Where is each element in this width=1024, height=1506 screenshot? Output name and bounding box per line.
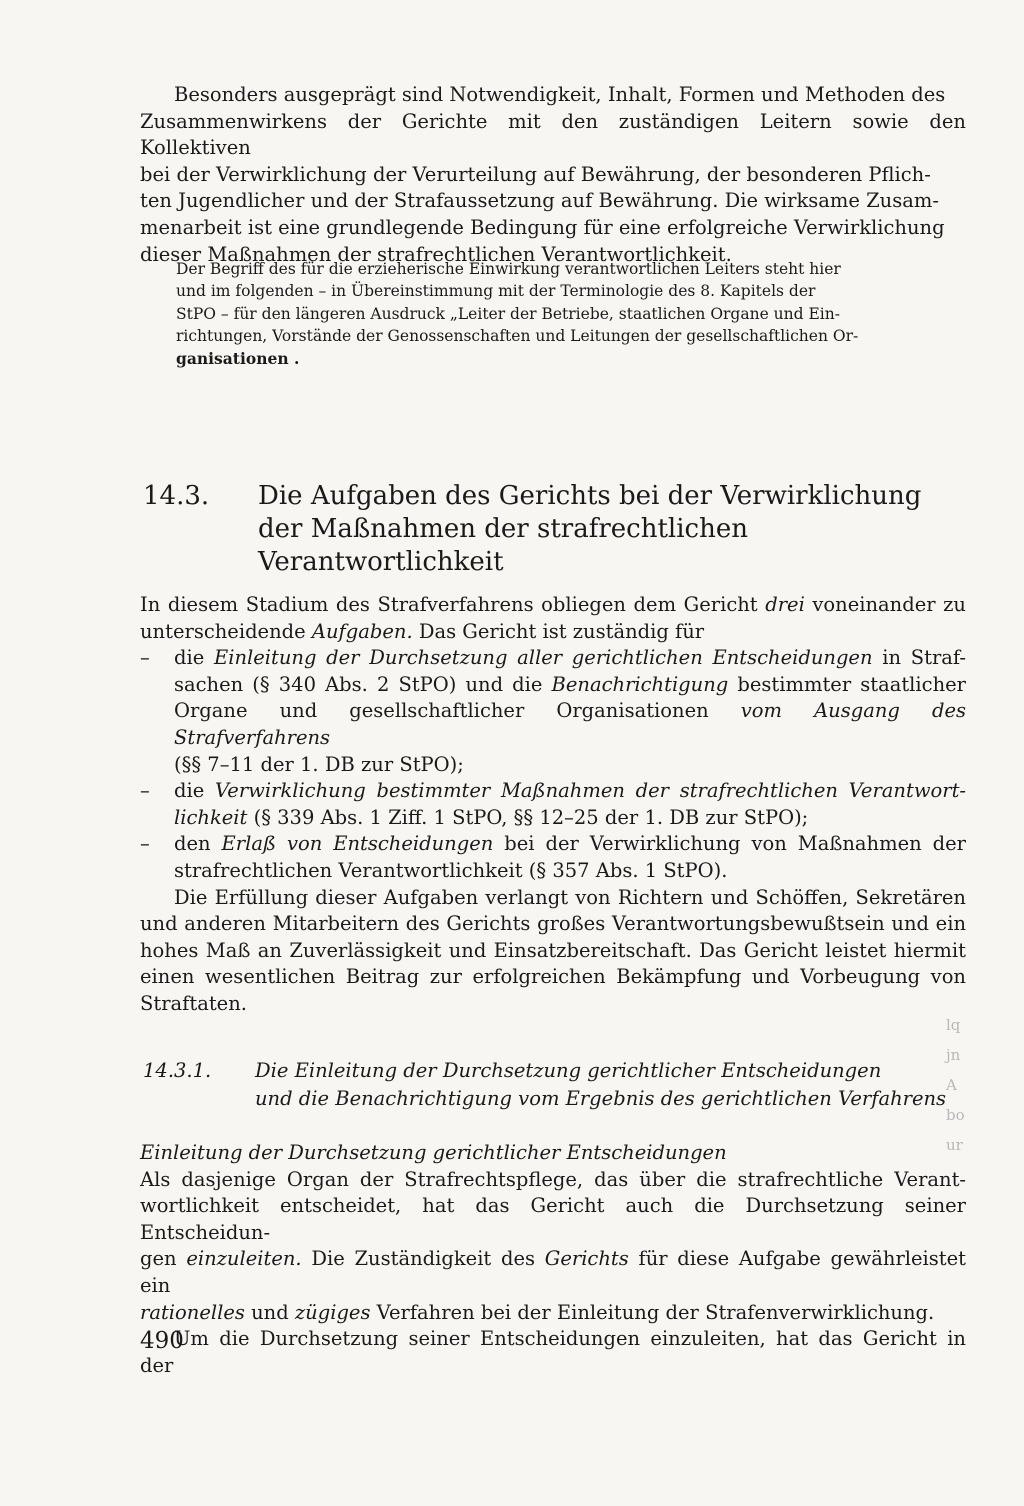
text-line <box>174 672 966 699</box>
text-line: menarbeit ist eine grundlegende Bedingung für eine erfolgreiche Verwirklichung <box>140 215 945 239</box>
list-item <box>140 778 966 831</box>
paragraph-initiation <box>140 1140 966 1379</box>
section-title-line: Die Aufgaben des Gerichts bei der Verwirklichung <box>258 481 922 511</box>
note-line: StPO – für den längeren Ausdruck „Leiter der Betriebe, staatlichen Organe und Ein- <box>176 304 840 323</box>
text-span: Organe und gesellschaftlicher Organisationen <box>174 699 741 723</box>
margin-fragment: lq <box>946 1016 961 1034</box>
paragraph-tasks <box>140 592 966 1018</box>
text-line: (§§ 7–11 der 1. DB zur StPO); <box>174 752 464 776</box>
text-span: Die Zuständigkeit des <box>301 1247 545 1271</box>
section-number: 14.3. <box>143 481 210 511</box>
text-span: in Straf- <box>872 646 966 670</box>
text-line: Als dasjenige Organ der Strafrechtspflege, das über die strafrechtliche Verant- <box>140 1167 966 1191</box>
text-line: dieser Maßnahmen der strafrechtlichen Verantwortlichkeit. <box>140 242 732 266</box>
emphasis: Benachrichtigung <box>551 672 729 696</box>
section-title <box>258 480 963 579</box>
subsection-title <box>255 1057 967 1113</box>
text-span: und <box>244 1300 295 1324</box>
emphasis: vom Ausgang des Strafverfahrens <box>174 699 966 749</box>
emphasis: lichkeit <box>174 805 248 829</box>
text-span: sachen (§ 340 Abs. 2 StPO) und die <box>174 672 552 696</box>
emphasis: einzuleiten. <box>186 1247 302 1271</box>
text-line: Straftaten. <box>140 991 247 1015</box>
list-item <box>140 831 966 884</box>
text-line <box>174 805 966 832</box>
text-span: gen <box>140 1247 187 1271</box>
emphasis: Einleitung der Durchsetzung aller gerichtlichen Entscheidungen <box>213 646 873 670</box>
text-line <box>174 698 966 751</box>
subsection-number: 14.3.1. <box>143 1059 212 1082</box>
dash-bullet: – <box>140 779 150 803</box>
text-span: voneinander zu <box>804 593 966 616</box>
text-line: Die Erfüllung dieser Aufgaben verlangt von Richtern und Schöffen, Sekretären <box>174 885 966 909</box>
text-line <box>140 1300 966 1327</box>
footnote-block <box>176 258 966 370</box>
note-line: richtungen, Vorstände der Genossenschaften und Leitungen der gesellschaftlichen Or- <box>176 327 859 346</box>
emphasis: Aufgaben. <box>311 619 413 643</box>
emphasis: zügiges <box>294 1300 371 1324</box>
dash-bullet: – <box>140 832 150 856</box>
text-line: bei der Verwirklichung der Verurteilung auf Bewährung, der besonderen Pflich- <box>140 162 931 186</box>
text-line: einen wesentlichen Beitrag zur erfolgreichen Bekämpfung und Vorbeugung von <box>140 965 966 989</box>
margin-bleed-text <box>946 1010 965 1160</box>
text-span: (§ 339 Abs. 1 Ziff. 1 StPO, §§ 12–25 der 1. DB zur StPO); <box>247 805 809 829</box>
section-title-line: der Maßnahmen der strafrechtlichen Verantwortlichkeit <box>258 514 748 577</box>
emphasis: Erlaß von Entscheidungen <box>221 832 494 856</box>
text-span: Das Gericht ist zuständig für <box>412 619 705 643</box>
text-span: unterscheidende <box>140 619 312 643</box>
note-line: Der Begriff des für die erzieherische Einwirkung verantwortlichen Leiters steht hier <box>176 260 841 278</box>
text-line: hohes Maß an Zuverlässigkeit und Einsatzbereitschaft. Das Gericht leistet hiermit <box>140 938 966 962</box>
text-span: bestimmter staatlicher <box>728 672 966 696</box>
emphasis: rationelles <box>140 1300 245 1324</box>
text-span: bei der Verwirklichung von Maßnahmen der <box>493 832 967 856</box>
text-line: ten Jugendlicher und der Strafaussetzung auf Bewährung. Die wirksame Zusam- <box>140 189 939 213</box>
paragraph-cooperation <box>140 82 966 268</box>
text-line <box>174 645 966 672</box>
note-line: ganisationen . <box>176 348 300 368</box>
text-line: und anderen Mitarbeitern des Gerichts großes Verantwortungsbewußtsein und ein <box>140 912 966 936</box>
text-line: Um die Durchsetzung seiner Entscheidungen einzuleiten, hat das Gericht in der <box>140 1327 966 1377</box>
page-number: 490 <box>140 1328 184 1354</box>
text-span: Verfahren bei der Einleitung der Strafenverwirklichung. <box>370 1300 935 1324</box>
margin-fragment: ur <box>946 1136 963 1154</box>
text-span: In diesem Stadium des Strafverfahrens obliegen dem Gericht <box>140 593 766 616</box>
dash-bullet: – <box>140 646 150 670</box>
margin-fragment: A <box>946 1076 957 1094</box>
subsection-title-line: und die Benachrichtigung vom Ergebnis des gerichtlichen Verfahrens <box>255 1087 947 1110</box>
text-line <box>174 778 966 805</box>
list-item <box>140 645 966 778</box>
text-line: wortlichkeit entscheidet, hat das Gericht auch die Durchsetzung seiner Entscheidun- <box>140 1194 966 1244</box>
text-line <box>140 592 966 619</box>
note-line: und im folgenden – in Übereinstimmung mit der Terminologie des 8. Kapitels der <box>176 282 816 301</box>
emphasis: drei <box>765 593 805 616</box>
emphasis: Gerichts <box>544 1247 629 1271</box>
margin-fragment: jn <box>946 1046 961 1064</box>
text-span: die <box>174 779 215 803</box>
text-line: Zusammenwirkens der Gerichte mit den zuständigen Leitern sowie den Kollektiven <box>140 109 966 160</box>
margin-fragment: bo <box>946 1106 965 1124</box>
text-span: die <box>174 646 214 670</box>
text-span: den <box>174 832 222 856</box>
text-line <box>140 619 966 646</box>
text-span: für diese Aufgabe gewährleistet ein <box>140 1247 966 1297</box>
emphasis: Verwirklichung bestimmter Maßnahmen der strafrechtlichen Verantwort- <box>214 779 966 803</box>
text-line <box>174 831 966 858</box>
text-line <box>140 1246 966 1299</box>
text-line: Besonders ausgeprägt sind Notwendigkeit, Inhalt, Formen und Methoden des <box>174 83 946 106</box>
text-line: strafrechtlichen Verantwortlichkeit (§ 357 Abs. 1 StPO). <box>174 858 728 882</box>
paragraph-subtitle: Einleitung der Durchsetzung gerichtlicher Entscheidungen <box>140 1141 727 1164</box>
subsection-title-line: Die Einleitung der Durchsetzung gerichtlicher Entscheidungen <box>255 1059 882 1082</box>
